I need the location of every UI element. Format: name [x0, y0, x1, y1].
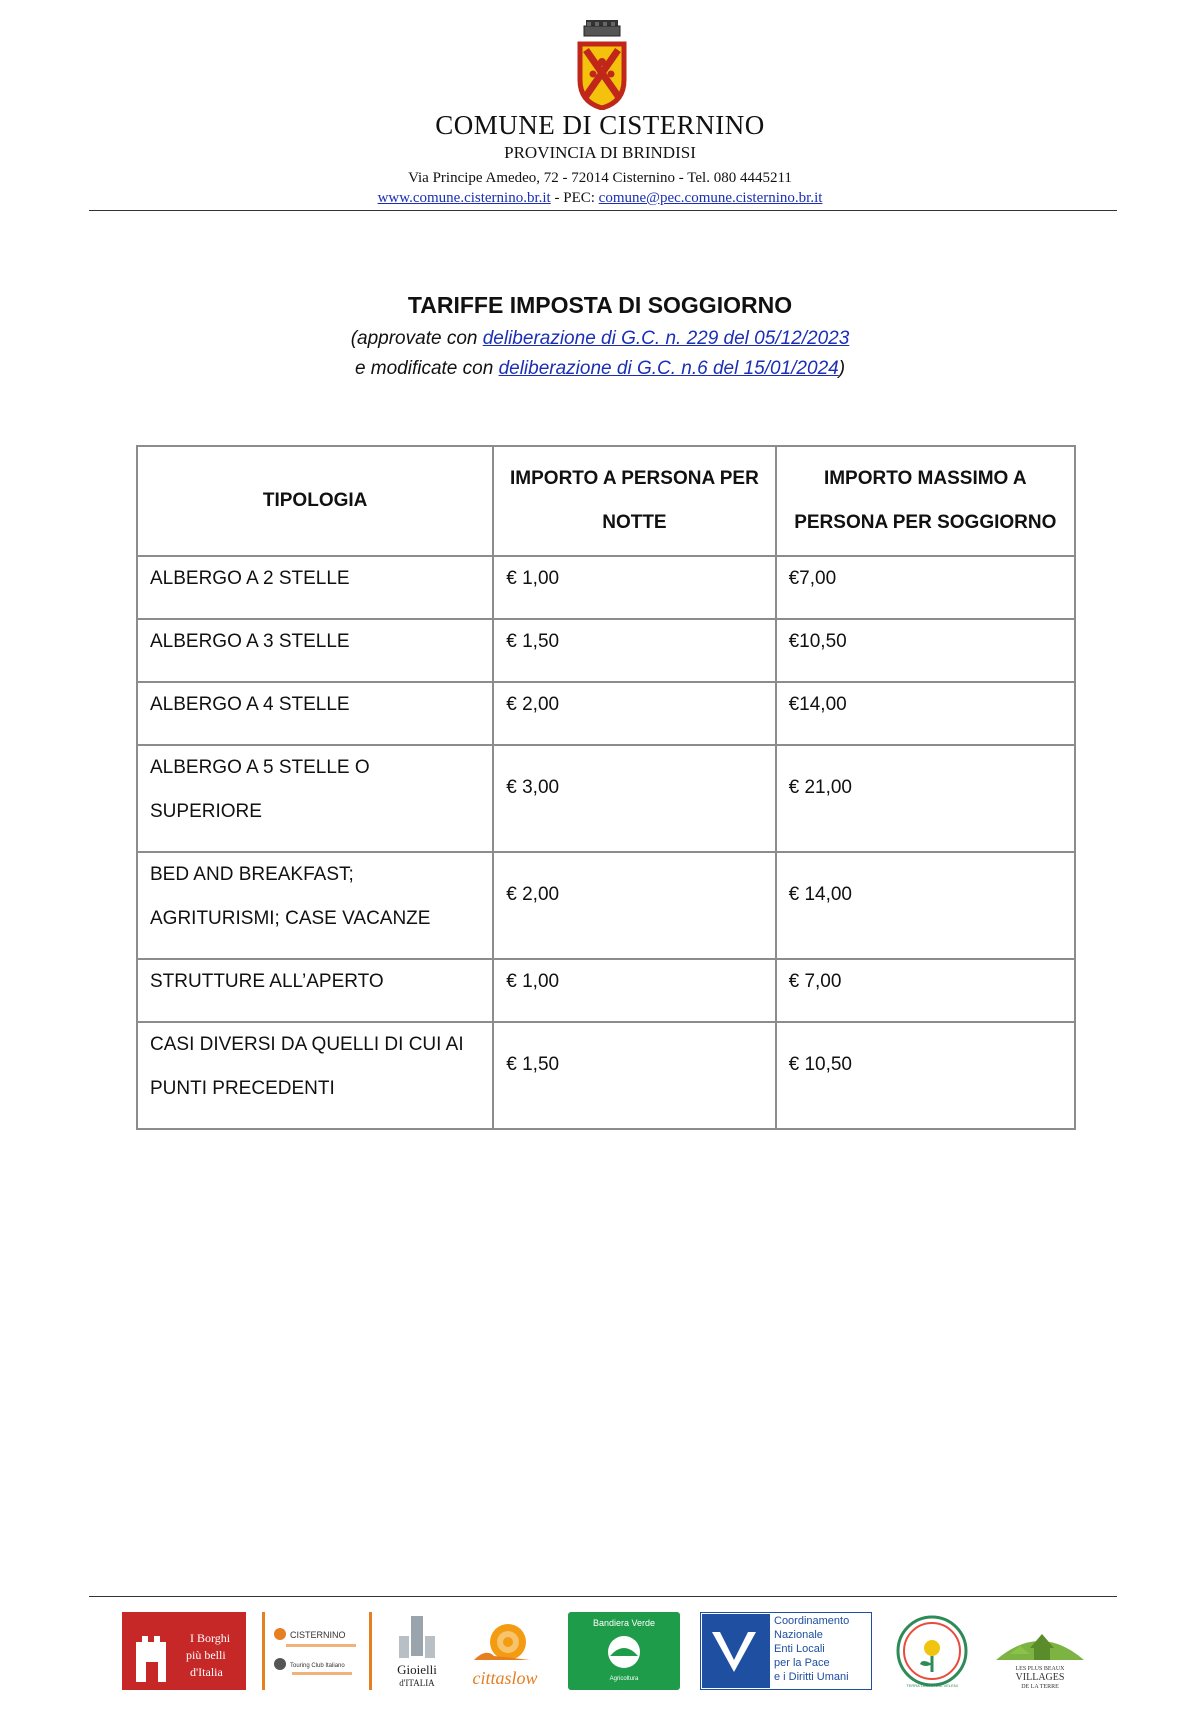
header-per-night: IMPORTO A PERSONA PER NOTTE — [493, 446, 775, 556]
coord-text-3: Enti Locali — [774, 1643, 825, 1655]
borghi-text-2: più belli — [186, 1648, 226, 1662]
villages-text-3: DE LA TERRE — [1021, 1684, 1059, 1690]
coat-of-arms-icon — [576, 18, 628, 110]
row-per-night: € 1,00 — [493, 556, 775, 619]
modification-line — [0, 354, 1200, 384]
table-row — [137, 1022, 1075, 1129]
website-link[interactable]: www.comune.cisternino.br.it — [377, 190, 551, 206]
row-max-stay: € 21,00 — [776, 745, 1075, 852]
row-type: ALBERGO A 2 STELLE — [137, 556, 493, 619]
table-row — [137, 682, 1075, 745]
cittaslow-logo — [460, 1612, 550, 1690]
municipality-title: COMUNE DI CISTERNINO — [435, 110, 765, 140]
row-type: ALBERGO A 4 STELLE — [137, 682, 493, 745]
modification-suffix: ) — [838, 358, 846, 379]
province-name: PROVINCIA DI BRINDISI — [504, 143, 696, 162]
terra-libera-logo — [892, 1612, 972, 1690]
row-max-stay: €14,00 — [776, 682, 1075, 745]
header-max-stay: IMPORTO MASSIMO A PERSONA PER SOGGIORNO — [776, 446, 1075, 556]
row-type: ALBERGO A 3 STELLE — [137, 619, 493, 682]
plus-beaux-villages-logo — [990, 1612, 1090, 1690]
row-type: CASI DIVERSI DA QUELLI DI CUI AI PUNTI PRECEDENTI — [137, 1022, 493, 1129]
tariffs-table — [136, 445, 1076, 1130]
document-heading — [0, 290, 1200, 384]
row-per-night: € 1,00 — [493, 959, 775, 1022]
header-divider — [89, 210, 1117, 211]
document-title: TARIFFE IMPOSTA DI SOGGIORNO — [407, 292, 793, 318]
row-max-stay: € 7,00 — [776, 959, 1075, 1022]
modification-prefix: e modificate con — [354, 358, 499, 379]
row-max-stay: €7,00 — [776, 556, 1075, 619]
coord-text-4: per la Pace — [774, 1657, 830, 1669]
coordinamento-pace-logo — [700, 1612, 872, 1690]
approval-prefix: (approvate con — [350, 328, 483, 349]
row-per-night: € 3,00 — [493, 745, 775, 852]
terra-text: TERRA LIBERA DAI VELENI — [906, 1683, 958, 1688]
row-max-stay: €10,50 — [776, 619, 1075, 682]
coord-text-5: e i Diritti Umani — [774, 1671, 849, 1683]
table-row — [137, 745, 1075, 852]
approval-deliberation-link[interactable]: deliberazione di G.C. n. 229 del 05/12/2023 — [482, 328, 850, 349]
gioielli-text-2: d'ITALIA — [399, 1678, 435, 1688]
modification-deliberation-link[interactable]: deliberazione di G.C. n.6 del 15/01/2024 — [498, 358, 839, 379]
row-per-night: € 2,00 — [493, 852, 775, 959]
borghi-text-3: d'Italia — [190, 1665, 223, 1679]
address-line: Via Principe Amedeo, 72 - 72014 Cisternino - Tel. 080 4445211 — [408, 170, 792, 186]
contact-links — [0, 188, 1200, 208]
footer-logos — [122, 1612, 1092, 1692]
row-per-night: € 1,50 — [493, 1022, 775, 1129]
borghi-text-1: I Borghi — [190, 1631, 231, 1645]
touring-club-logo — [262, 1612, 372, 1690]
cittaslow-text: cittaslow — [472, 1668, 538, 1688]
row-type: ALBERGO A 5 STELLE O SUPERIORE — [137, 745, 493, 852]
row-type: STRUTTURE ALL’APERTO — [137, 959, 493, 1022]
footer-divider — [89, 1596, 1117, 1597]
villages-text-2: VILLAGES — [1015, 1672, 1065, 1683]
table-row — [137, 619, 1075, 682]
coord-text-1: Coordinamento — [774, 1615, 850, 1627]
coord-text-2: Nazionale — [774, 1629, 823, 1641]
pec-label: - PEC: — [550, 190, 599, 206]
table-row — [137, 556, 1075, 619]
gioielli-text-1: Gioielli — [397, 1662, 437, 1677]
row-per-night: € 2,00 — [493, 682, 775, 745]
tci-text-1: CISTERNINO — [290, 1630, 346, 1640]
row-max-stay: € 14,00 — [776, 852, 1075, 959]
borghi-piu-belli-logo — [122, 1612, 246, 1690]
table-row — [137, 852, 1075, 959]
bandiera-text-2: Agricoltura — [609, 1676, 639, 1682]
gioielli-italia-logo — [387, 1612, 447, 1690]
pec-email-link[interactable]: comune@pec.comune.cisternino.br.it — [598, 190, 823, 206]
approval-line — [0, 324, 1200, 354]
bandiera-verde-logo — [568, 1612, 680, 1690]
letterhead — [0, 108, 1200, 208]
tci-text-2: Touring Club Italiano — [290, 1663, 345, 1669]
row-per-night: € 1,50 — [493, 619, 775, 682]
row-max-stay: € 10,50 — [776, 1022, 1075, 1129]
bandiera-text-1: Bandiera Verde — [592, 1618, 656, 1628]
table-header-row — [137, 446, 1075, 556]
table-row — [137, 959, 1075, 1022]
villages-text-1: LES PLUS BEAUX — [1015, 1666, 1065, 1672]
row-type: BED AND BREAKFAST; AGRITURISMI; CASE VACANZE — [137, 852, 493, 959]
header-tipologia: TIPOLOGIA — [137, 446, 493, 556]
